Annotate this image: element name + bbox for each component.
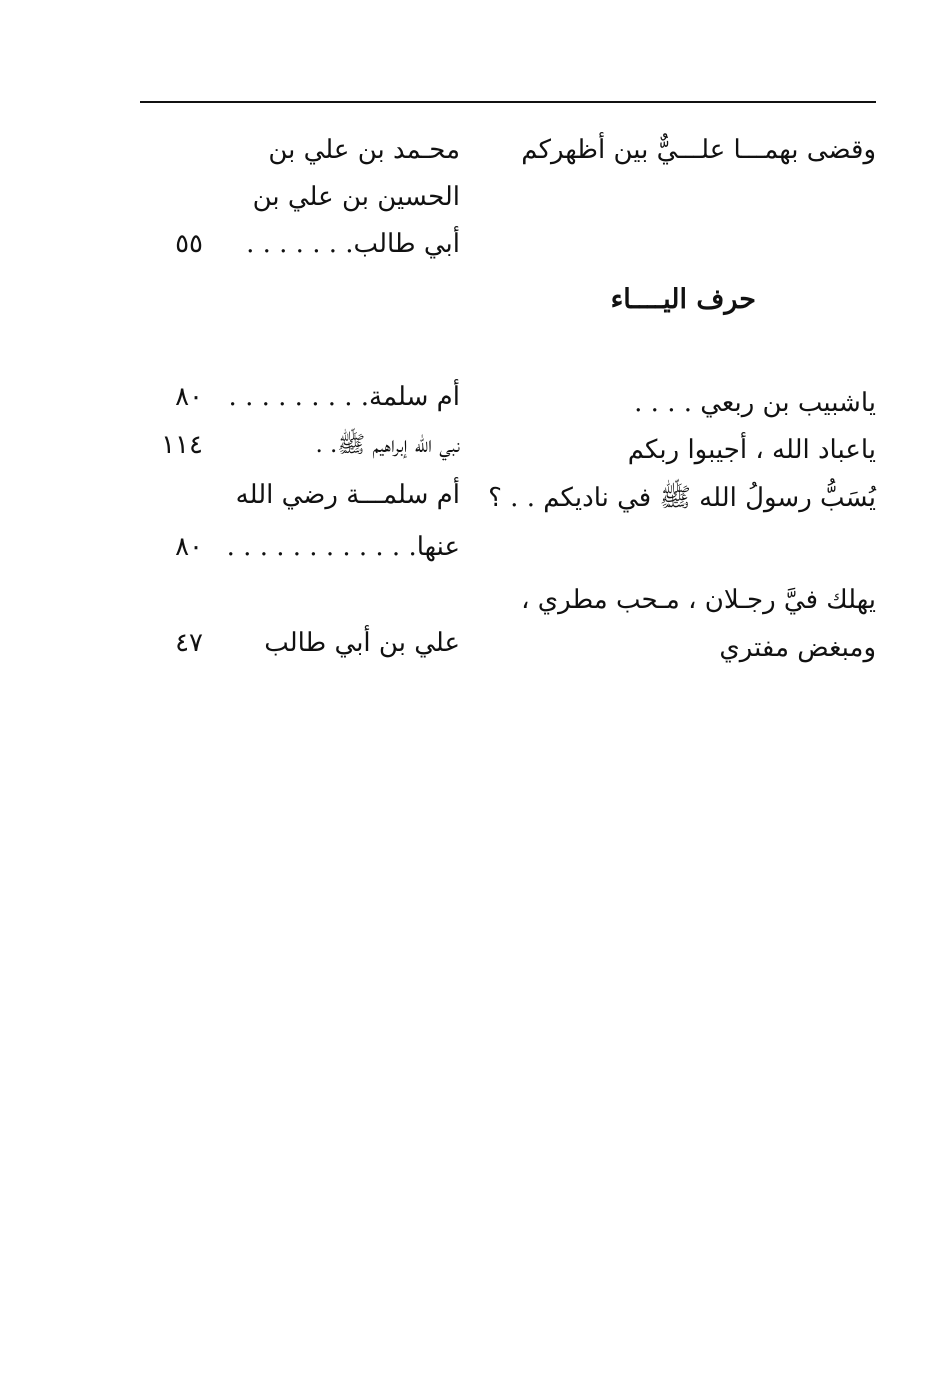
entry-source: الحسين بن علي بن — [252, 182, 460, 212]
entry-source: عنها. . . . . . . . . . . . — [226, 532, 460, 562]
entry-page-number: ٤٧ — [175, 628, 203, 658]
entry-text: وقضى بهمـــا علـــيٌّ بين أظهركم — [521, 135, 876, 165]
top-rule — [140, 101, 876, 103]
entry-page-number: ١١٤ — [161, 430, 203, 460]
entry-page-number: ٨٠ — [175, 382, 203, 412]
entry-text: يُسَبُّ رسولُ الله ﷺ في ناديكم . . ؟ — [488, 483, 876, 513]
entry-source: أبي طالب. . . . . . . — [246, 229, 460, 259]
entry-page-number: ٨٠ — [175, 532, 203, 562]
section-heading: حرف اليــــاء — [610, 284, 756, 315]
entry-text: يهلك فيَّ رجـلان ، مـحب مطري ، — [521, 585, 876, 615]
entry-source: أم سلمة. . . . . . . . . — [228, 382, 460, 412]
entry-source: محـمد بن علي بن — [268, 135, 460, 165]
entry-source: علي بن أبي طالب — [264, 628, 460, 658]
entry-text: ياعباد الله ، أجيبوا ربكم — [627, 435, 876, 465]
entry-text: ومبغض مفتري — [719, 633, 876, 663]
entry-text: ياشبيب بن ربعي . . . . — [634, 388, 876, 418]
entry-source: نبي الله إبراهيم ﷺ. . — [315, 432, 460, 458]
entry-source: أم سلمـــة رضي الله — [235, 480, 460, 510]
entry-page-number: ٥٥ — [175, 229, 203, 259]
